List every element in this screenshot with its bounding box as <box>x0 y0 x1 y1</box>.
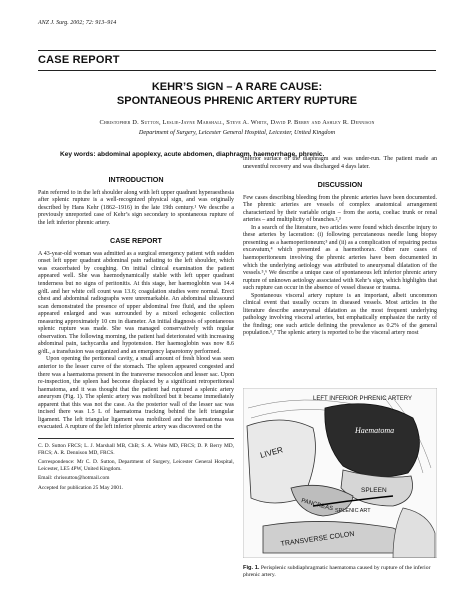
title-line-2: SPONTANEOUS PHRENIC ARTERY RUPTURE <box>116 95 358 107</box>
discussion-paragraph-1: Few cases describing bleeding from the phrenic arteries have been documented. The phrenic arteries are vessels of complex anatomical arrangement characterized by their variable origin – from the aorta, coeliac trunk or renal arteries – and multiplicity of branches.²,³ <box>243 194 437 224</box>
label-transverse-colon: TRANSVERSE COLON <box>280 530 355 548</box>
case-continuation: inferior surface of the diaphragm and was under-run. The patient made an uneventful recovery and was discharged 4 days later. <box>243 156 437 170</box>
label-phrenic-artery: LEFT INFERIOR PHRENIC ARTERY <box>313 396 413 402</box>
footnote-divider <box>38 438 234 439</box>
right-column <box>243 156 437 338</box>
figure-caption <box>243 565 437 579</box>
affiliation: Department of Surgery, Leicester General Hospital, Leicester, United Kingdom <box>138 129 336 136</box>
footnote-email: Email: chrissutton@hotmail.com <box>38 475 110 482</box>
label-pancreas: PANCREAS <box>300 498 334 513</box>
figure-caption-text: Perisplenic subdiaphragmatic haematoma caused by rupture of the inferior phrenic artery. <box>243 565 431 578</box>
case-report-heading: CASE REPORT <box>110 236 162 246</box>
footnote-authors: C. D. Sutton FRCS; L. J. Marshall MB, ChB; S. A. White MD, FRCS; D. P. Berry MD, FRCS; A. R. Dennison MD, FRCS. <box>38 442 234 456</box>
figure-caption-label: Fig. 1. <box>243 565 260 571</box>
introduction-heading: INTRODUCTION <box>108 175 164 184</box>
section-rule-top <box>38 50 436 51</box>
label-liver: LIVER <box>259 445 284 460</box>
article-title <box>38 80 436 108</box>
case-paragraph-2: Upon opening the peritoneal cavity, a small amount of fresh blood was seen anterior to the lesser curve of the stomach. The spleen appeared congested and there was a haematoma present in the transverse mesocolon and lesser sac. Upon re-inspection, the spleen had become displaced by a significant retroperitoneal haematoma, and it was thought that the patient had ruptured a splenic artery aneurysm (Fig. 1). The splenic artery was mobilized but it became immediately apparent that this was not the case. As the posterior wall of the lesser sac was incised there was 1.5 L of haematoma tracking behind the left triangular ligament. The left triangular ligament was mobilized and the haematoma was evacuated. A rupture of the left inferior phrenic artery was discovered on the <box>38 356 234 431</box>
section-rule-bottom <box>38 70 436 71</box>
introduction-paragraph: Pain referred to in the left shoulder along with left upper quadrant hyperaesthesia after splenic rupture is a well-recognized physical sign, and was originally described by Hans Kehr (1862–1916) in the late 19th century.¹ We describe a previously unreported case of Kehr’s sign secondary to spontaneous rupture of the left inferior phrenic artery. <box>38 189 234 226</box>
left-column <box>38 173 234 495</box>
label-splenic-artery: SPLENIC ART <box>335 508 371 514</box>
discussion-heading: DISCUSSION <box>317 180 363 190</box>
footnote-correspondence: Correspondence: Mr C. D. Sutton, Department of Surgery, Leicester General Hospital, Leicester, LE5 4PW, United Kingdom. <box>38 459 234 472</box>
footnote-accepted: Accepted for publication 25 May 2001. <box>38 484 124 491</box>
title-line-1: KEHR’S SIGN – A RARE CAUSE: <box>151 81 323 93</box>
section-label: CASE REPORT <box>38 54 120 66</box>
label-spleen: SPLEEN <box>361 487 387 494</box>
author-list: Christopher D. Sutton, Leslie-Jayne Marshall, Steve A. White, David P. Berry and Ashley R. Dennison <box>99 119 375 126</box>
journal-citation: ANZ J. Surg. 2002; 72: 913–914 <box>38 20 117 26</box>
case-paragraph-1: A 43-year-old woman was admitted as a surgical emergency patient with sudden onset left upper quadrant abdominal pain radiating to the left shoulder, which was exacerbated by coughing. On initial clinical examination the patient appeared well. She was haemodynamically stable with left upper quadrant tenderness but no signs of peritonitis. At this stage, her haemoglobin was 14.4 g/dL and her white cell count was 13.6; coagulation studies were normal. Erect chest and abdominal radiographs were unremarkable. An abdominal ultrasound scan demonstrated the presence of upper abdominal free fluid, and the spleen appeared enlarged and was surrounded by a mixed echogenic collection measuring approximately 10 cm in diameter. An initial diagnosis of spontaneous splenic rupture was made. She was managed conservatively with regular observation. The following morning, the patient had deteriorated with increasing abdominal pain, tachycardia and hypotension. Her haemoglobin was now 8.6 g/dL, a transfusion was organized and an emergency laparotomy performed. <box>38 250 234 355</box>
discussion-paragraph-3: Spontaneous visceral artery rupture is an important, albeit uncommon clinical event that usually occurs in diseased vessels. Most articles in the literature describe aneurysmal dilatation as the most frequent underlying pathology involving visceral arteries, but emphatically emphasize the rarity of the finding; one such article defining the prevalence as 0.2% of the general population.⁵,⁷ The splenic artery is reported to be the visceral artery most <box>243 292 437 337</box>
discussion-paragraph-2: In a search of the literature, two articles were found which describe injury to these arteries by laceration: (i) following percutaneous needle lung biopsy presenting as a haemoperitoneum;³ and (ii) as a complication of repairing pectus excavatum,⁴ which presented as a haemothorax. Other rare cases of haemoperitoneum involving the phrenic arteries have been documented in which the underlying aetiology was attributed to aneurysmal dilatation of the vessels.⁵,⁶ We describe a unique case of spontaneous left inferior phrenic artery rupture of unknown aetiology associated with Kehr’s sign, which highlights that such rupture can occur in the absence of vessel disease or trauma. <box>243 224 437 292</box>
label-haematoma: Haematoma <box>355 426 395 435</box>
operative-sketch-figure <box>243 388 437 558</box>
keywords: Key words: abdominal apoplexy, acute abdomen, diaphragm, haemorrhage, phrenic. <box>60 151 325 158</box>
